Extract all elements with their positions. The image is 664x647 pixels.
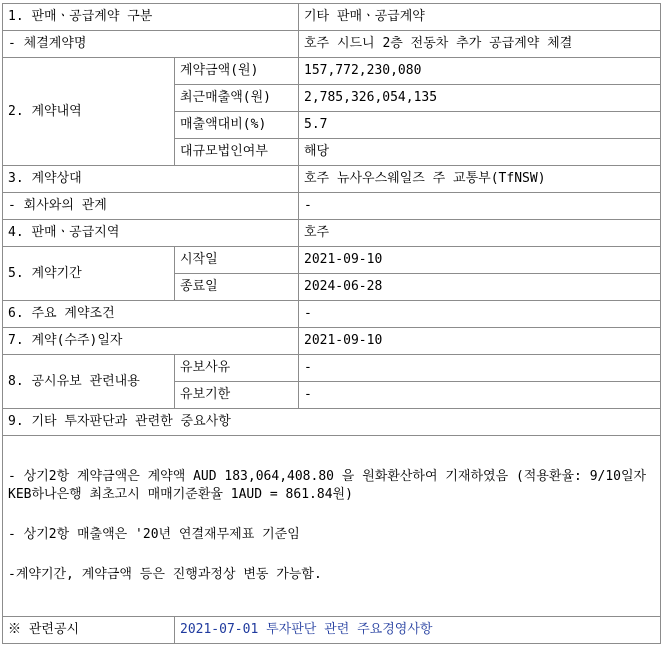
sub-label: 계약금액(원): [175, 58, 299, 85]
section-label-contract-period: 5. 계약기간: [3, 247, 175, 301]
sub-value: 2,785,326,054,135: [299, 85, 661, 112]
row-counterparty: [3, 166, 661, 193]
row-label: ※ 관련공시: [3, 617, 175, 644]
sub-value: -: [299, 355, 661, 382]
row-start-date: [3, 247, 661, 274]
sub-value: 해당: [299, 139, 661, 166]
row-relationship: [3, 193, 661, 220]
notes-cell: [3, 436, 661, 617]
row-key-conditions: [3, 301, 661, 328]
sub-value: -: [299, 382, 661, 409]
row-label: - 체결계약명: [3, 31, 299, 58]
sub-value: 2024-06-28: [299, 274, 661, 301]
disclosure-table: [2, 3, 661, 644]
row-label: - 회사와의 관계: [3, 193, 299, 220]
row-other-matters-notes: [3, 436, 661, 617]
sub-label: 종료일: [175, 274, 299, 301]
row-contract-amount: [3, 58, 661, 85]
sub-label: 매출액대비(%): [175, 112, 299, 139]
sub-label: 유보사유: [175, 355, 299, 382]
row-value: 2021-09-10: [299, 328, 661, 355]
row-label: 6. 주요 계약조건: [3, 301, 299, 328]
note-contract-amount: - 상기2항 계약금액은 계약액 AUD 183,064,408.80 을 원화환산하여 기재하였음 (적용환율: 9/10일자 KEB하나은행 최초고시 매매기준환율 1AUD = 861.84원): [8, 469, 647, 502]
row-label: 1. 판매ㆍ공급계약 구분: [3, 4, 299, 31]
sub-value: 5.7: [299, 112, 661, 139]
sub-value: 157,772,230,080: [299, 58, 661, 85]
row-other-matters-header: [3, 409, 661, 436]
row-value: 호주: [299, 220, 661, 247]
row-contract-type: [3, 4, 661, 31]
sub-label: 최근매출액(원): [175, 85, 299, 112]
sub-label: 유보기한: [175, 382, 299, 409]
section-label-disclosure-deferral: 8. 공시유보 관련내용: [3, 355, 175, 409]
row-value: -: [299, 301, 661, 328]
row-value: 호주 뉴사우스웨일즈 주 교통부(TfNSW): [299, 166, 661, 193]
section-label-contract-details: 2. 계약내역: [3, 58, 175, 166]
row-label: 7. 계약(수주)일자: [3, 328, 299, 355]
row-value: 기타 판매ㆍ공급계약: [299, 4, 661, 31]
row-supply-region: [3, 220, 661, 247]
row-label: 3. 계약상대: [3, 166, 299, 193]
sub-value: 2021-09-10: [299, 247, 661, 274]
row-related-disclosure: [3, 617, 661, 644]
sub-label: 대규모법인여부: [175, 139, 299, 166]
row-value: -: [299, 193, 661, 220]
note-sales-basis: - 상기2항 매출액은 '20년 연결재무제표 기준임: [8, 527, 300, 542]
row-contract-date: [3, 328, 661, 355]
row-contract-name: [3, 31, 661, 58]
row-label: 4. 판매ㆍ공급지역: [3, 220, 299, 247]
note-variability: -계약기간, 계약금액 등은 진행과정상 변동 가능함.: [8, 567, 322, 582]
related-disclosure-link[interactable]: 2021-07-01 투자판단 관련 주요경영사항: [175, 617, 661, 644]
row-value: 호주 시드니 2층 전동차 추가 공급계약 체결: [299, 31, 661, 58]
row-label: 9. 기타 투자판단과 관련한 중요사항: [3, 409, 661, 436]
row-deferral-reason: [3, 355, 661, 382]
sub-label: 시작일: [175, 247, 299, 274]
